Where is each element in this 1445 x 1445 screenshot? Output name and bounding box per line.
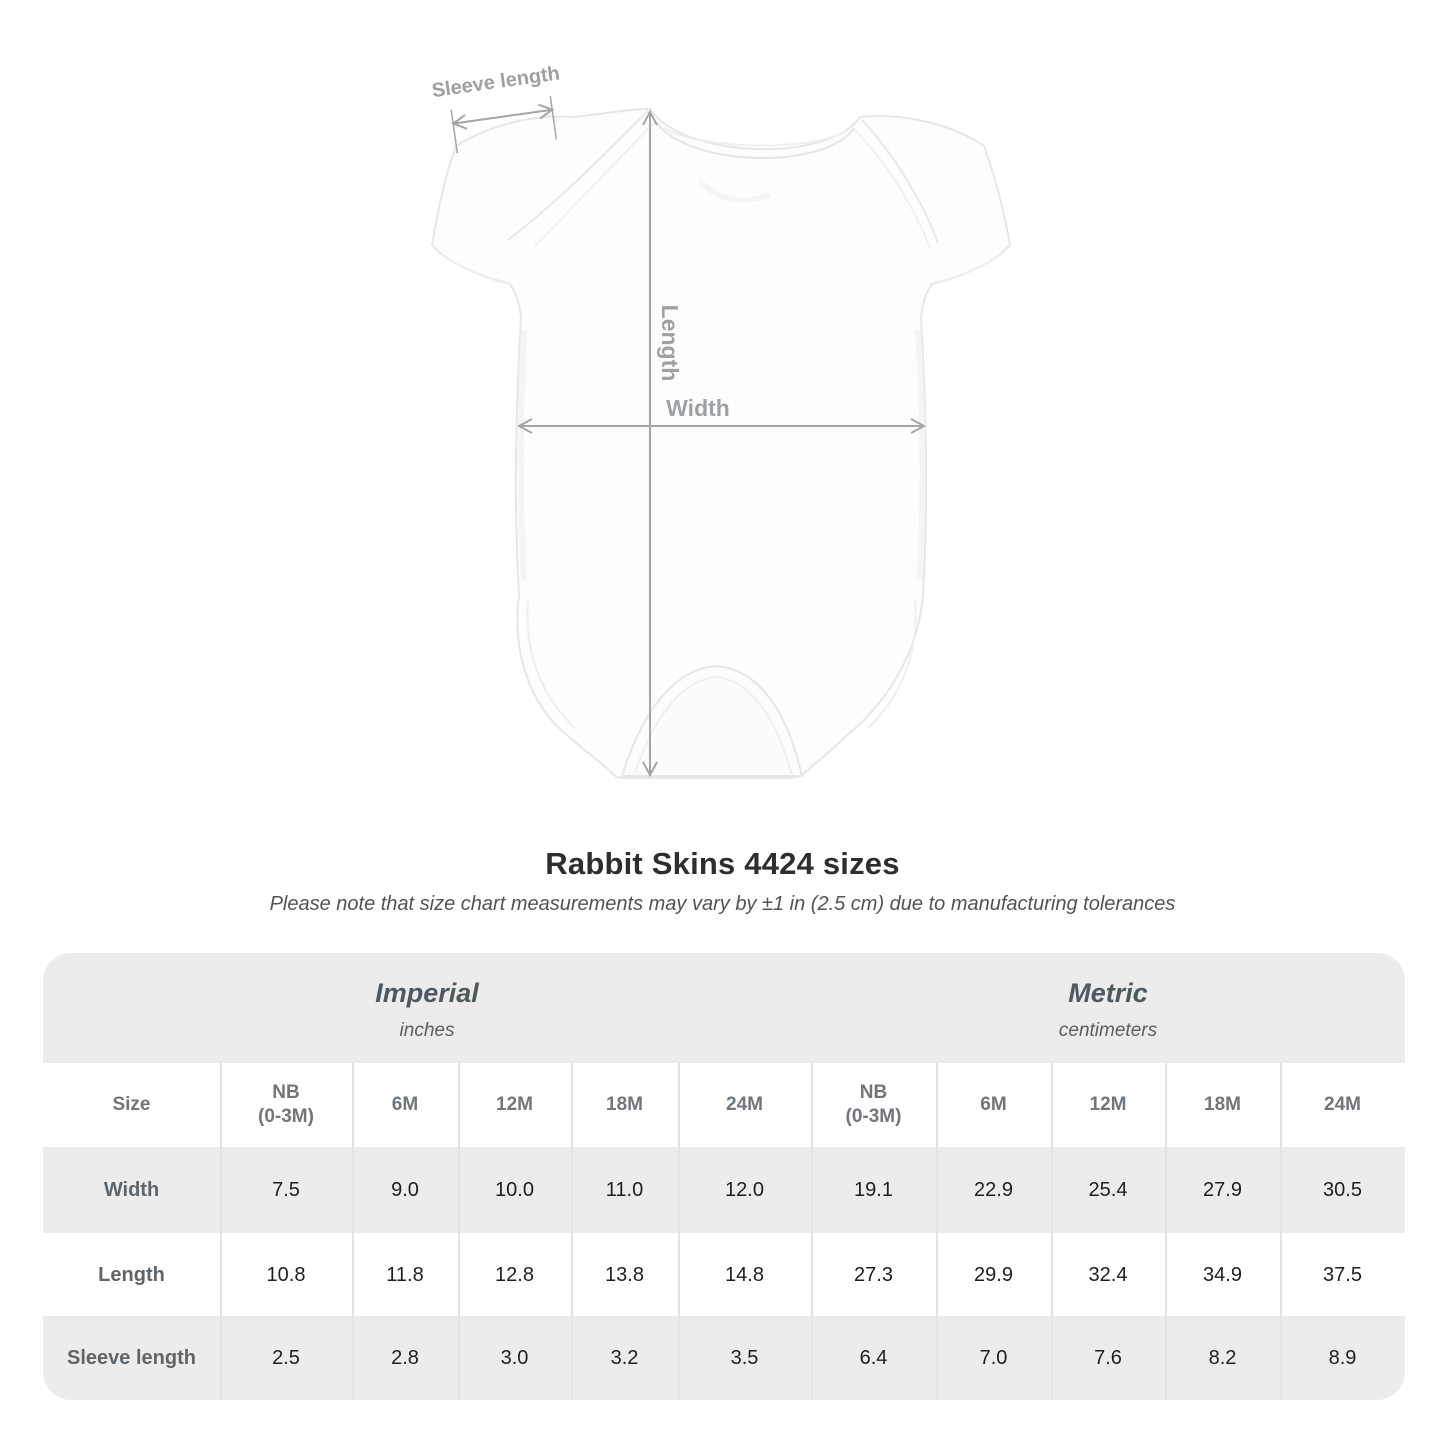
- column-header-line: (0-3M): [258, 1106, 314, 1127]
- table-cell: 27.9: [1165, 1147, 1280, 1233]
- table-cell: 6.4: [811, 1316, 936, 1400]
- table-cell: 8.2: [1165, 1316, 1280, 1400]
- table-cell: 10.0: [458, 1147, 571, 1233]
- table-cell: 7.5: [220, 1147, 352, 1233]
- table-cell: 3.5: [678, 1316, 811, 1400]
- size-table: [43, 953, 1405, 1400]
- column-header-6m-imperial: 6M: [352, 1063, 458, 1147]
- row-label-sleeve-length: Sleeve length: [43, 1316, 220, 1400]
- table-cell: 7.0: [936, 1316, 1051, 1400]
- table-cell: 10.8: [220, 1233, 352, 1316]
- length-label: Length: [657, 304, 683, 382]
- table-cell: 3.0: [458, 1316, 571, 1400]
- table-cell: 8.9: [1280, 1316, 1405, 1400]
- column-header-18m-metric: 18M: [1165, 1063, 1280, 1147]
- size-column-header: Size: [112, 1094, 151, 1115]
- table-cell: 37.5: [1280, 1233, 1405, 1316]
- table-cell: 34.9: [1165, 1233, 1280, 1316]
- column-header-24m-imperial: 24M: [678, 1063, 811, 1147]
- table-cell: 27.3: [811, 1233, 936, 1316]
- metric-group-name: Metric: [1068, 978, 1148, 1008]
- table-cell: 13.8: [571, 1233, 678, 1316]
- bodysuit-graphic: [432, 109, 1010, 778]
- table-cell: 14.8: [678, 1233, 811, 1316]
- column-header-6m-metric: 6M: [936, 1063, 1051, 1147]
- size-chart-note: Please note that size chart measurements may vary by ±1 in (2.5 cm) due to manufacturing tolerances: [269, 893, 1176, 915]
- table-cell: 2.5: [220, 1316, 352, 1400]
- row-label-width: Width: [43, 1147, 220, 1233]
- imperial-group-name: Imperial: [375, 978, 479, 1008]
- imperial-group-unit: inches: [399, 1020, 455, 1041]
- table-cell: 30.5: [1280, 1147, 1405, 1233]
- table-cell: 19.1: [811, 1147, 936, 1233]
- column-header-nb-imperial: [220, 1063, 352, 1147]
- table-cell: 29.9: [936, 1233, 1051, 1316]
- metric-group-unit: centimeters: [1058, 1020, 1158, 1041]
- metric-group-header: [811, 953, 1405, 1063]
- width-label: Width: [666, 395, 730, 421]
- table-cell: 3.2: [571, 1316, 678, 1400]
- table-cell: 9.0: [352, 1147, 458, 1233]
- table-cell: 22.9: [936, 1147, 1051, 1233]
- table-cell: 32.4: [1051, 1233, 1165, 1316]
- column-header-line: NB: [859, 1082, 888, 1103]
- column-header-nb-metric: [811, 1063, 936, 1147]
- table-cell: 25.4: [1051, 1147, 1165, 1233]
- imperial-group-header: [43, 953, 811, 1063]
- table-cell: 12.0: [678, 1147, 811, 1233]
- column-header-12m-imperial: 12M: [458, 1063, 571, 1147]
- table-cell: 7.6: [1051, 1316, 1165, 1400]
- column-header-24m-metric: 24M: [1280, 1063, 1405, 1147]
- size-chart-title: Rabbit Skins 4424 sizes: [545, 846, 900, 881]
- column-header-line: NB: [272, 1082, 300, 1103]
- row-label-length: Length: [98, 1263, 165, 1286]
- table-cell: 2.8: [352, 1316, 458, 1400]
- column-header-18m-imperial: 18M: [571, 1063, 678, 1147]
- table-cell: 12.8: [458, 1233, 571, 1316]
- column-header-12m-metric: 12M: [1051, 1063, 1165, 1147]
- column-header-line: (0-3M): [845, 1106, 902, 1127]
- table-cell: 11.8: [352, 1233, 458, 1316]
- sleeve-length-label: Sleeve length: [430, 62, 562, 103]
- table-cell: 11.0: [571, 1147, 678, 1233]
